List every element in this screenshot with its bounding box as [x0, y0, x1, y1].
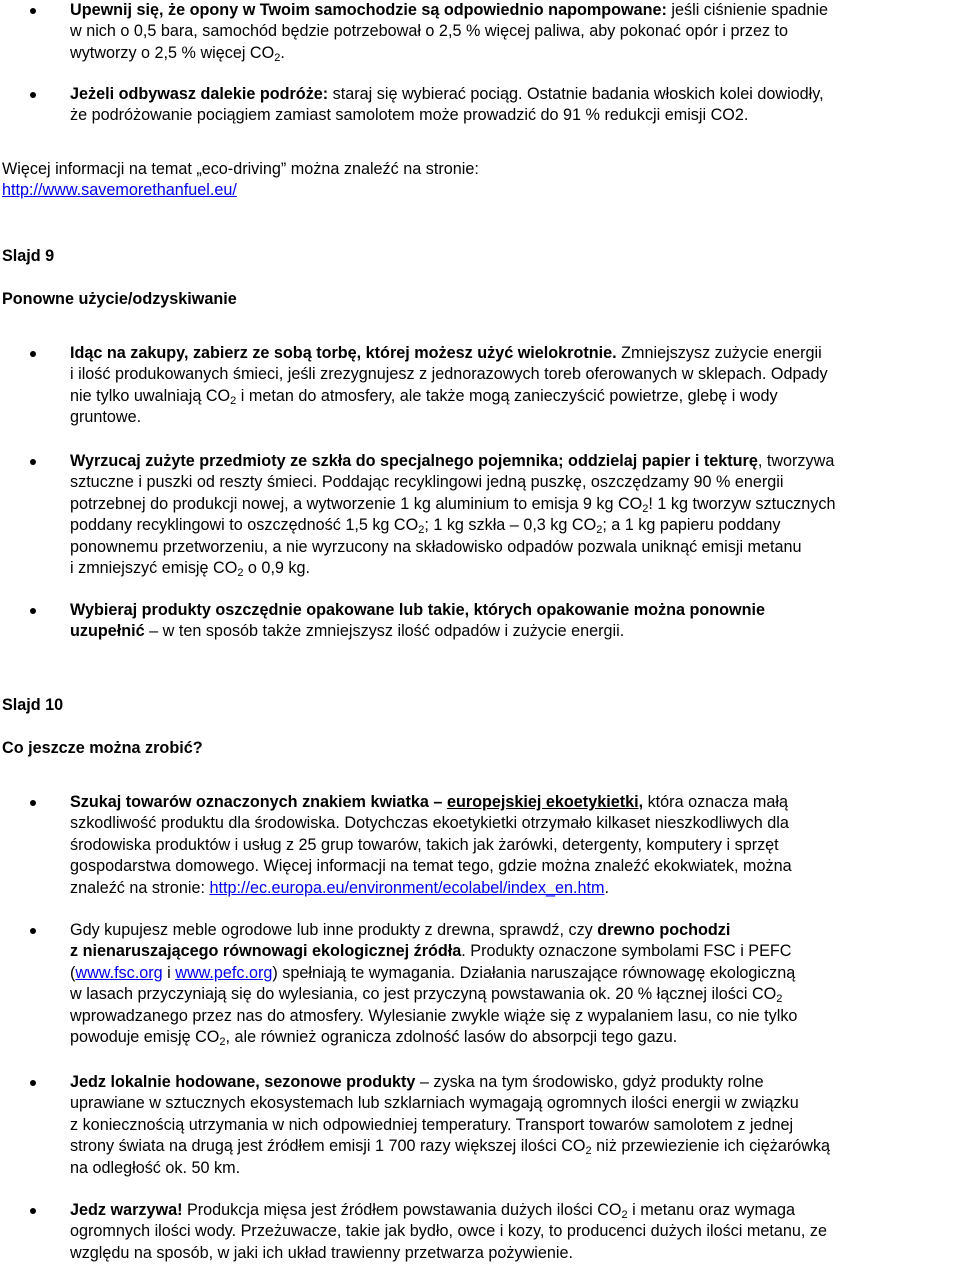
bullet-text [70, 343, 960, 429]
slide-9-heading [2, 246, 54, 267]
text-run: w nich o 0,5 bara, samochód będzie potrzebował o 2,5 % więcej paliwa, aby pokonać opór i przez to [70, 22, 789, 41]
text-line [70, 21, 960, 42]
text-run: wprowadzanego przez nas do atmosfery. Wylesianie zwykle wiąże się z wypalaniem lasu, co nie tylko [70, 1006, 798, 1025]
subscript: 2 [274, 51, 281, 64]
text-run: Ponowne użycie/odzyskiwanie [2, 290, 237, 308]
text-line [70, 407, 960, 428]
underlined-bold-text: europejskiej ekoetykietki, [446, 793, 644, 811]
text-line [70, 963, 960, 984]
text-run: która oznacza małą [643, 793, 788, 811]
subscript: 2 [237, 566, 244, 579]
text-run: Co jeszcze można zrobić? [2, 739, 203, 757]
text-line [70, 451, 960, 472]
bold-text: Wybieraj produkty oszczędnie opakowane lub takie, których opakowanie można ponownie [70, 601, 766, 619]
text-line [70, 792, 960, 813]
text-run: – zyska na tym środowisko, gdyż produkty rolne [415, 1073, 764, 1091]
bullet-dot-icon [30, 351, 36, 357]
text-run: środowiska produktów i usług z 25 grup towarów, takich jak żarówki, detergenty, komputery i sprzęt [70, 835, 779, 854]
what-else-heading [2, 738, 203, 759]
bold-text: Jeżeli odbywasz dalekie podróże: [70, 85, 329, 103]
bullet-dot-icon [30, 1080, 36, 1086]
text-run: o 0,9 kg. [243, 558, 311, 577]
text-line [70, 920, 960, 941]
text-line [2, 180, 960, 201]
subscript: 2 [596, 524, 603, 537]
text-line [70, 1006, 960, 1027]
text-line [2, 159, 960, 180]
text-run: i metan do atmosfery, ale także mogą zanieczyścić powietrze, glebę i wody [236, 386, 778, 405]
text-line [70, 472, 960, 493]
text-run: i zmniejszyć emisję CO [70, 558, 238, 577]
text-run: ) spełniają te wymagania. Działania naruszające równowagę ekologiczną [272, 963, 796, 982]
text-run: – w ten sposób także zmniejszysz ilość odpadów i zużycie energii. [144, 622, 625, 641]
text-run: Produkcja mięsa jest źródłem powstawania dużych ilości CO [182, 1201, 622, 1219]
bullet-text [70, 1072, 960, 1179]
bullet-text [70, 600, 960, 643]
hyperlink[interactable]: www.pefc.org [175, 963, 273, 982]
text-line [70, 1158, 960, 1179]
bullet-dot-icon [30, 800, 36, 806]
text-run: Gdy kupujesz meble ogrodowe lub inne produkty z drewna, sprawdź, czy [70, 921, 598, 939]
subscript: 2 [621, 1209, 628, 1221]
bold-text: drewno pochodzi [597, 921, 731, 939]
text-line [70, 813, 960, 834]
bold-text: uzupełnić [70, 622, 145, 641]
text-run: , ale również ogranicza zdolność lasów do absorpcji tego gazu. [225, 1027, 678, 1046]
text-line [70, 537, 960, 558]
text-line [70, 941, 960, 962]
text-line [70, 515, 960, 536]
bold-text: z nienaruszającego równowagi ekologicznej źródła [70, 942, 462, 961]
text-line [70, 105, 960, 126]
text-run: i [162, 963, 176, 982]
bullet-text [70, 84, 960, 127]
text-run: gospodarstwa domowego. Więcej informacji na temat tego, gdzie można znaleźć ekokwiatek, można [70, 857, 792, 876]
text-run: w lasach przyczyniają się do wylesiania, co jest przyczyną powstawania ok. 20 % łącznej ilości CO [70, 985, 777, 1004]
bullet-dot-icon [30, 459, 36, 465]
text-run: wytworzy o 2,5 % więcej CO [70, 43, 275, 62]
hyperlink[interactable]: www.fsc.org [75, 963, 163, 982]
text-run: sztuczne i puszki od reszty śmieci. Poddając recyklingowi jedną puszkę, oszczędzamy 90 % energii [70, 473, 784, 492]
text-line [70, 835, 960, 856]
text-run: szkodliwość produktu dla środowiska. Dotychczas ekoetykietki otrzymało kilkaset nieszkodliwych dla [70, 814, 789, 833]
text-line [70, 621, 960, 642]
bold-text [447, 793, 643, 811]
text-run: , tworzywa [757, 452, 835, 470]
subscript: 2 [642, 502, 649, 515]
text-line [70, 878, 960, 899]
subscript: 2 [418, 524, 425, 537]
bold-text: Jedz warzywa! [70, 1201, 183, 1219]
text-line [70, 1221, 960, 1242]
text-run: powoduje emisję CO [70, 1027, 220, 1046]
text-run: ; a 1 kg papieru poddany [602, 516, 781, 535]
text-run: Więcej informacji na temat „eco-driving” można znaleźć na stronie: [2, 160, 479, 178]
text-line [70, 1027, 960, 1048]
text-line [70, 386, 960, 407]
bullet-text [70, 1200, 960, 1264]
text-line [2, 246, 54, 267]
text-line [70, 1243, 960, 1264]
bullet-text [70, 0, 960, 64]
subscript: 2 [230, 394, 237, 407]
bullet-dot-icon [30, 608, 36, 614]
bold-text: Jedz lokalnie hodowane, sezonowe produkty [70, 1073, 416, 1091]
text-line [70, 43, 960, 64]
text-run: gruntowe. [70, 408, 142, 427]
text-line [70, 1136, 960, 1157]
text-line [70, 494, 960, 515]
bullet-text [70, 920, 960, 1048]
bold-text: Wyrzucaj zużyte przedmioty ze szkła do specjalnego pojemnika; oddzielaj papier i tekturę [70, 452, 758, 470]
text-line [70, 600, 960, 621]
text-run: niż przewiezienie ich ciężarówką [591, 1137, 831, 1156]
bold-text: Upewnij się, że opony w Twoim samochodzie są odpowiednio napompowane: [70, 1, 667, 19]
bullet-text [70, 451, 960, 579]
text-run: i metanu oraz wymaga [627, 1201, 795, 1219]
text-line [70, 1115, 960, 1136]
text-run: że podróżowanie pociągiem zamiast samolotem może prowadzić do 91 % redukcji emisji CO2. [70, 106, 749, 125]
subscript: 2 [219, 1035, 226, 1048]
text-line [70, 364, 960, 385]
text-run: znaleźć na stronie: [70, 878, 210, 897]
text-line [70, 856, 960, 877]
text-run: poddany recyklingowi to oszczędność 1,5 kg CO [70, 516, 419, 535]
bullet-dot-icon [30, 928, 36, 934]
text-line [70, 0, 960, 21]
text-run: staraj się wybierać pociąg. Ostatnie badania włoskich kolei dowiodły, [328, 85, 824, 103]
text-run: . [604, 878, 610, 897]
bullet-dot-icon [30, 8, 36, 14]
bullet-dot-icon [30, 1208, 36, 1214]
slide-10-heading [2, 695, 63, 716]
text-run: ponownemu przetworzeniu, a nie wyrzucony na składowisko odpadów pozwala uniknąć emisji metanu [70, 537, 802, 556]
text-run: względu na sposób, w jaki ich układ trawienny przetwarza pożywienie. [70, 1243, 573, 1262]
text-run: Slajd 9 [2, 247, 55, 265]
text-run: uprawiane w sztucznych ekosystemach lub szklarniach wymagają ogromnych ilości energii w związku [70, 1094, 799, 1113]
text-line [70, 343, 960, 364]
text-run: nie tylko uwalniają CO [70, 386, 231, 405]
reuse-heading [2, 289, 237, 310]
text-line [70, 1093, 960, 1114]
text-run: ( [70, 963, 76, 982]
text-run: Slajd 10 [2, 696, 64, 714]
text-line [70, 1200, 960, 1221]
text-run: ! 1 kg tworzyw sztucznych [648, 494, 836, 513]
text-run: ogromnych ilości wody. Przeżuwacze, takie jak bydło, owce i kozy, to producenci dużych ilości metanu, ze [70, 1222, 827, 1241]
text-line [2, 289, 237, 310]
text-line [70, 1072, 960, 1093]
text-run: Zmniejszysz zużycie energii [616, 344, 822, 362]
eco-driving-info [2, 159, 960, 202]
text-run: z koniecznością utrzymania w nich odpowiedniej temperatury. Transport towarów samolotem z jednej [70, 1115, 794, 1134]
text-run: na odległość ok. 50 km. [70, 1158, 241, 1177]
text-line [70, 558, 960, 579]
bullet-dot-icon [30, 92, 36, 98]
text-run: strony świata na drugą jest źródłem emisji 1 700 razy większej ilości CO [70, 1137, 586, 1156]
text-line [2, 738, 203, 759]
bold-text: Szukaj towarów oznaczonych znakiem kwiatka – [70, 793, 447, 811]
text-run: . [280, 43, 285, 62]
subscript: 2 [776, 993, 783, 1006]
text-run: jeśli ciśnienie spadnie [666, 1, 828, 19]
text-line [2, 695, 63, 716]
text-line [70, 84, 960, 105]
text-run: i ilość produkowanych śmieci, jeśli zrezygnujesz z jednorazowych toreb oferowanych w sklepach. Odpady [70, 365, 828, 384]
bold-text: Idąc na zakupy, zabierz ze sobą torbę, której możesz użyć wielokrotnie. [70, 344, 617, 362]
text-run: ; 1 kg szkła – 0,3 kg CO [424, 516, 597, 535]
text-line [70, 984, 960, 1005]
bullet-text [70, 792, 960, 899]
hyperlink[interactable]: http://www.savemorethanfuel.eu/ [2, 181, 237, 200]
text-run: . Produkty oznaczone symbolami FSC i PEFC [461, 942, 792, 961]
text-run: potrzebnej do produkcji nowej, a wytworzenie 1 kg aluminium to emisja 9 kg CO [70, 494, 643, 513]
subscript: 2 [585, 1145, 592, 1158]
hyperlink[interactable]: http://ec.europa.eu/environment/ecolabel/index_en.htm [209, 878, 605, 897]
